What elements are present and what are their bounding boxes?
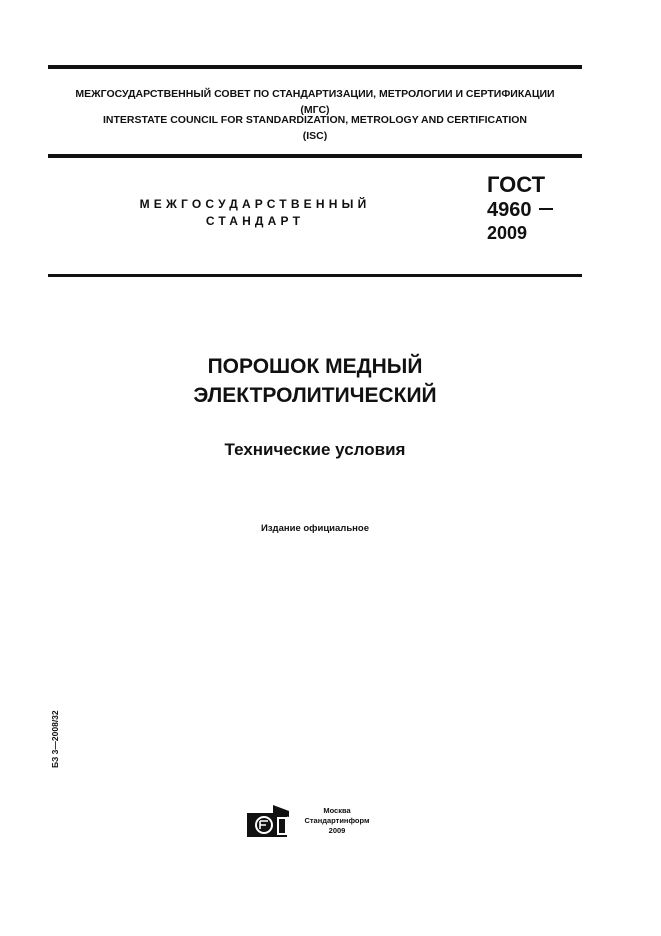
document-title-line2: ЭЛЕКТРОЛИТИЧЕСКИЙ	[193, 384, 437, 407]
edition-note: Издание официальное	[261, 523, 369, 534]
gost-label: ГОСТ	[487, 172, 546, 197]
rule-top	[48, 65, 582, 69]
gost-year: 2009	[487, 223, 528, 243]
publisher-year: 2009	[328, 826, 346, 835]
publisher-block	[292, 806, 382, 836]
publisher-city: Москва	[323, 806, 351, 815]
publisher-name: Стандартинформ	[304, 816, 370, 825]
standard-kind-line1: МЕЖГОСУДАРСТВЕННЫЙ	[139, 197, 371, 211]
gost-dash	[539, 208, 553, 210]
council-abbr-en: (ISC)	[302, 130, 328, 142]
rule-lower	[48, 274, 582, 277]
document-title-line1: ПОРОШОК МЕДНЫЙ	[207, 355, 423, 378]
council-abbr-ru: (МГС)	[300, 104, 330, 116]
standartinform-logo-icon	[247, 805, 289, 837]
side-registration-code: БЗ 3—2008/32	[50, 710, 60, 768]
council-name-ru: МЕЖГОСУДАРСТВЕННЫЙ СОВЕТ ПО СТАНДАРТИЗАЦИИ, МЕТРОЛОГИИ И СЕРТИФИКАЦИИ	[75, 88, 555, 100]
council-name-en: INTERSTATE COUNCIL FOR STANDARDIZATION, METROLOGY AND CERTIFICATION	[102, 114, 528, 126]
document-subtitle: Технические условия	[224, 440, 406, 459]
gost-designation	[487, 172, 545, 244]
standard-kind-line2: СТАНДАРТ	[205, 214, 305, 228]
gost-number: 4960	[487, 199, 532, 221]
rule-middle	[48, 154, 582, 158]
